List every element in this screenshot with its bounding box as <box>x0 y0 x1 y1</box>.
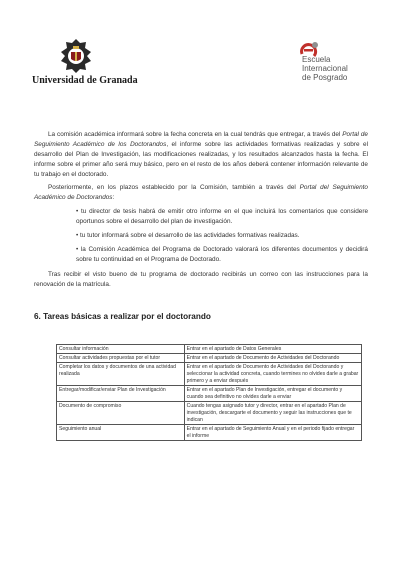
list-item: • tu director de tesis habrá de emitir otro informe en el que incluirá los comentarios que considere oportunos sobre el desarrollo del plan de investigación. <box>76 208 368 225</box>
table-row <box>57 345 362 354</box>
table-cell: Seguimiento anual <box>57 425 185 441</box>
tasks-table <box>56 344 362 441</box>
section-title: 6. Tareas básicas a realizar por el doctorando <box>34 312 211 321</box>
epg-line: Internacional <box>302 64 348 73</box>
table-cell: Entregar/modificar/enviar Plan de Investigación <box>57 386 185 402</box>
table-row <box>57 354 362 363</box>
epg-name <box>302 55 348 82</box>
table-row <box>57 363 362 386</box>
table-cell: Entrar en el apartado de Datos Generales <box>184 345 361 354</box>
table-cell: Documento de compromiso <box>57 402 185 425</box>
table-row <box>57 386 362 402</box>
table-cell: Entrar en el apartado de Documento de Actividades del Doctorando <box>184 354 361 363</box>
epg-logo <box>298 40 388 90</box>
table-cell: Entrar en el apartado de Documento de Actividades del Doctorando y seleccionar la actividad concreta, cuando termines no olvides darle a grabar primero y a enviar después <box>184 363 361 386</box>
table-cell: Consultar actividades propuestas por el tutor <box>57 354 185 363</box>
table-row <box>57 425 362 441</box>
paragraph-deadlines: Posteriormente, en los plazos establecido por la Comisión, también a través del Portal del Seguimiento Académico de Doctorandos: <box>34 184 368 201</box>
table-cell: Cuando tengas asignado tutor y director, entrar en el apartado Plan de investigación, descargarte el documento y seguir las instrucciones que te indican <box>184 402 361 425</box>
table-row <box>57 402 362 425</box>
table-cell: Completar los datos y documentos de una actividad realizada <box>57 363 185 386</box>
list-item: • la Comisión Académica del Programa de Doctorado valorará los diferentes documentos y decidirá sobre tu continuidad en el Programa de Doctorado. <box>76 246 368 263</box>
crest-icon <box>58 38 94 74</box>
portal-name: Portal del Seguimiento Académico de Doctorandos <box>34 184 368 201</box>
table-cell: Entrar en el apartado de Seguimiento Anual y en el periodo fijado entregar el informe <box>184 425 361 441</box>
list-item: • tu tutor informará sobre el desarrollo de las actividades formativas realizadas. <box>76 232 300 239</box>
paragraph-commission-report: La comisión académica informará sobre la fecha concreta en la cual tendrás que entregar, a través del Portal de Seguimiento Académico de los Doctorandos, el informe sobre las actividades formativas realizadas y sobre el desarrollo del Plan de Investigación, las modificaciones realizadas, y los resultados alcanzados hasta la fecha. El informe sobre el primer año será muy básico, pero en el resto de los años deberá contener información relevante de tu trabajo en el doctorado. <box>34 131 368 178</box>
ugr-name: Universidad de Granada <box>32 75 138 86</box>
table-cell: Entrar en el apartado Plan de Investigación, entregar el documento y cuando sea definitivo no olvides darle a enviar <box>184 386 361 402</box>
epg-line: de Posgrado <box>302 73 348 82</box>
ugr-logo <box>32 38 138 90</box>
bullet-list <box>76 207 368 269</box>
epg-line: Escuela <box>302 55 331 64</box>
table-cell: Consultar información <box>57 345 185 354</box>
portal-name: Portal de Seguimiento Académico de los Doctorandos <box>34 131 368 148</box>
paragraph-enrollment: Tras recibir el visto bueno de tu programa de doctorado recibirás un correo con las instrucciones para la renovación de la matrícula. <box>34 271 368 288</box>
